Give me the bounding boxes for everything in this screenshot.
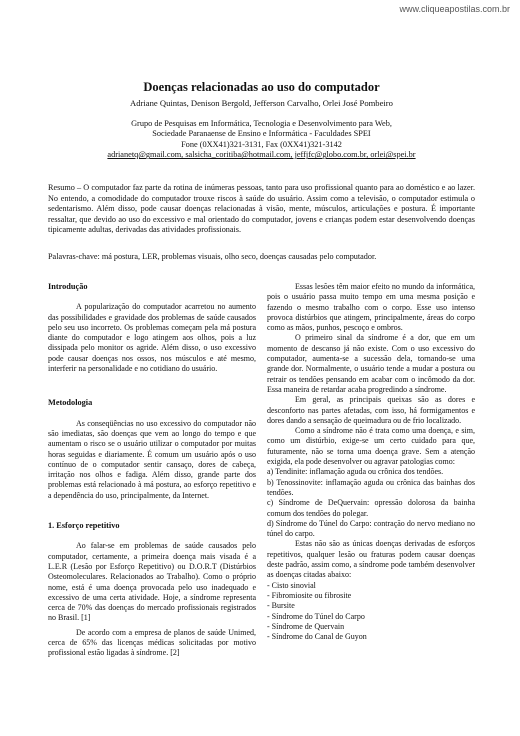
- list-item: d) Síndrome do Túnel do Carpo: contração do nervo mediano no túnel do carpo.: [267, 518, 475, 539]
- watermark-text: www.cliqueapostilas.com.br: [399, 4, 510, 14]
- affiliation-block: [48, 119, 475, 161]
- right-column: [267, 282, 475, 642]
- heading-metodologia: Metodologia: [48, 398, 93, 408]
- list-item: b) Tenossinovite: inflamação aguda ou crônica das bainhas dos tendões.: [267, 477, 475, 497]
- paper-authors: Adriane Quintas, Denison Bergold, Jefferson Carvalho, Orlei José Pombeiro: [130, 98, 393, 108]
- heading-introducao: Introdução: [48, 282, 88, 291]
- paragraph-esforco-2: De acordo com a empresa de planos de saúde Unimed, cerca de 65% das licenças médicas solicitadas por motivo profissional estão ligadas à síndrome. [2]: [48, 627, 256, 658]
- affiliation-line-2: Sociedade Paranaense de Ensino e Informática - Faculdades SPEI: [152, 129, 371, 139]
- paragraph-metodologia: As conseqüências no uso excessivo do computador não são imediatas, são doenças que vem ao longo do tempo e que aumentam o risco se o usuário utilizar o computador por muitas horas seguidas e diariamente. É comum um usuário após o uso contínuo de o computador sentir cansaço, dores de cabeça, irritação nos olhos e fadiga. Além disso, grande parte dos problemas está relacionado à má postura, ao esforço repetitivo e a dependência do uso, principalmente, da Internet.: [48, 418, 256, 500]
- list-item: - Cisto sinovial: [267, 580, 316, 590]
- paragraph-right-5: Estas não são as únicas doenças derivadas de esforços repetitivos, qualquer lesão ou fraturas podem causar doenças deste padrão, assim como, a síndrome pode também desenvolver as doenças citadas abaixo:: [267, 539, 475, 580]
- list-item: - Síndrome de Quervain: [267, 621, 345, 631]
- paper-title: Doenças relacionadas ao uso do computador: [143, 80, 380, 94]
- list-item: - Fibromiosite ou fibrosite: [267, 590, 352, 600]
- list-item: - Síndrome do Túnel do Carpo: [267, 611, 365, 621]
- list-item: c) Síndrome de DeQuervain: opressão dolorosa da bainha comum dos tendões do polegar.: [267, 498, 475, 518]
- list-item: a) Tendinite: inflamação aguda ou crônica dos tendões.: [267, 467, 444, 477]
- doencas-list: [267, 581, 475, 643]
- affiliation-line-3: Fone (0XX41)321-3131, Fax (0XX41)321-3142: [181, 139, 342, 149]
- paragraph-introducao: A popularização do computador acarretou no aumento das possibilidades e gravidade dos problemas de saúde causados pelo seu uso incorreto. Os problemas começam pela má postura diante do computador e logo atingem aos olhos, pois a luz dissipada pelo monitor os agride. Além disso, o uso excessivo pode causar doenças nos ossos, nos músculos e até mesmo, interferir na personalidade e no cotidiano do usuário.: [48, 302, 256, 374]
- paragraph-right-2: O primeiro sinal da síndrome é a dor, que em um momento de descanso já não existe. Com o uso excessivo do computador, aumenta-se a sucessão dela, tornando-se uma grande dor. Normalmente, o usuário tende a mudar a postura ou retrair os tendões pensando em acabar com o incômodo da dor. Essa maneira de retardar acaba progredindo a síndrome.: [267, 333, 475, 394]
- abstract: Resumo – O computador faz parte da rotina de inúmeras pessoas, tanto para uso profissional quanto para ao doméstico e ao lazer. No entendo, a comodidade do computador trouxe riscos à saúde do usuário. Assim como a televisão, o computador estimula o sedentarismo. Além disso, pode causar doenças relacionadas à visão, mente, músculos, articulações e postura. É importante ressaltar, que devido ao uso do excessivo e mal orientado do computador, jovens e crianças podem estar desenvolvendo doenças tipicamente adultas, derivadas das atividades profissionais.: [48, 183, 475, 235]
- paragraph-right-3: Em geral, as principais queixas são as dores e desconforto nas partes afetadas, com isso, há formigamentos e dores dando a sensação de queimadura ou de frio localizado.: [267, 395, 475, 425]
- affiliation-line-1: Grupo de Pesquisas em Informática, Tecnologia e Desenvolvimento para Web,: [131, 119, 392, 128]
- keywords: Palavras-chave: má postura, LER, problemas visuais, olho seco, doenças causadas pelo computador.: [48, 252, 377, 261]
- list-item: - Bursite: [267, 601, 295, 611]
- paragraph-right-4: Como a síndrome não é trata como uma doença, e sim, como um distúrbio, exige-se um certo cuidado para que, futuramente, não se torna uma doença grave. Sem a atenção exigida, ela pode desenvolver ou agravar patologias como:: [267, 426, 475, 467]
- author-emails[interactable]: adrianetq@gmail.com, salsicha_coritiba@hotmail.com, jeffjfc@globo.com.br, orlei@spei.br: [107, 150, 416, 160]
- list-item: - Síndrome do Canal de Guyon: [267, 632, 367, 642]
- patologias-list: [267, 467, 475, 539]
- paragraph-esforco-1: Ao falar-se em problemas de saúde causados pelo computador, certamente, a primeira doença mais visada é a L.E.R (Lesão por Esforço Repetitivo) ou D.O.R.T (Distúrbios Osteomoleculares. Relacionados ao Trabalho). Como o próprio nome, está é uma doença provocada pelo uso inadequado e excessivo de uma certa atividade. Hoje, a síndrome representa cerca de 70% das doenças do mercado profissionais registrados no Brasil. [1]: [48, 541, 256, 623]
- left-column: [48, 282, 256, 659]
- heading-esforco-repetitivo: 1. Esforço repetitivo: [48, 521, 120, 531]
- paragraph-right-1: Essas lesões têm maior efeito no mundo da informática, pois o usuário passa muito tempo em uma mesma posição e fazendo o mesmo trabalho com o corpo. Esse uso intenso provoca distúrbios que atingem, principalmente, áreas do corpo como as mãos, punhos, pescoço e ombros.: [267, 282, 475, 333]
